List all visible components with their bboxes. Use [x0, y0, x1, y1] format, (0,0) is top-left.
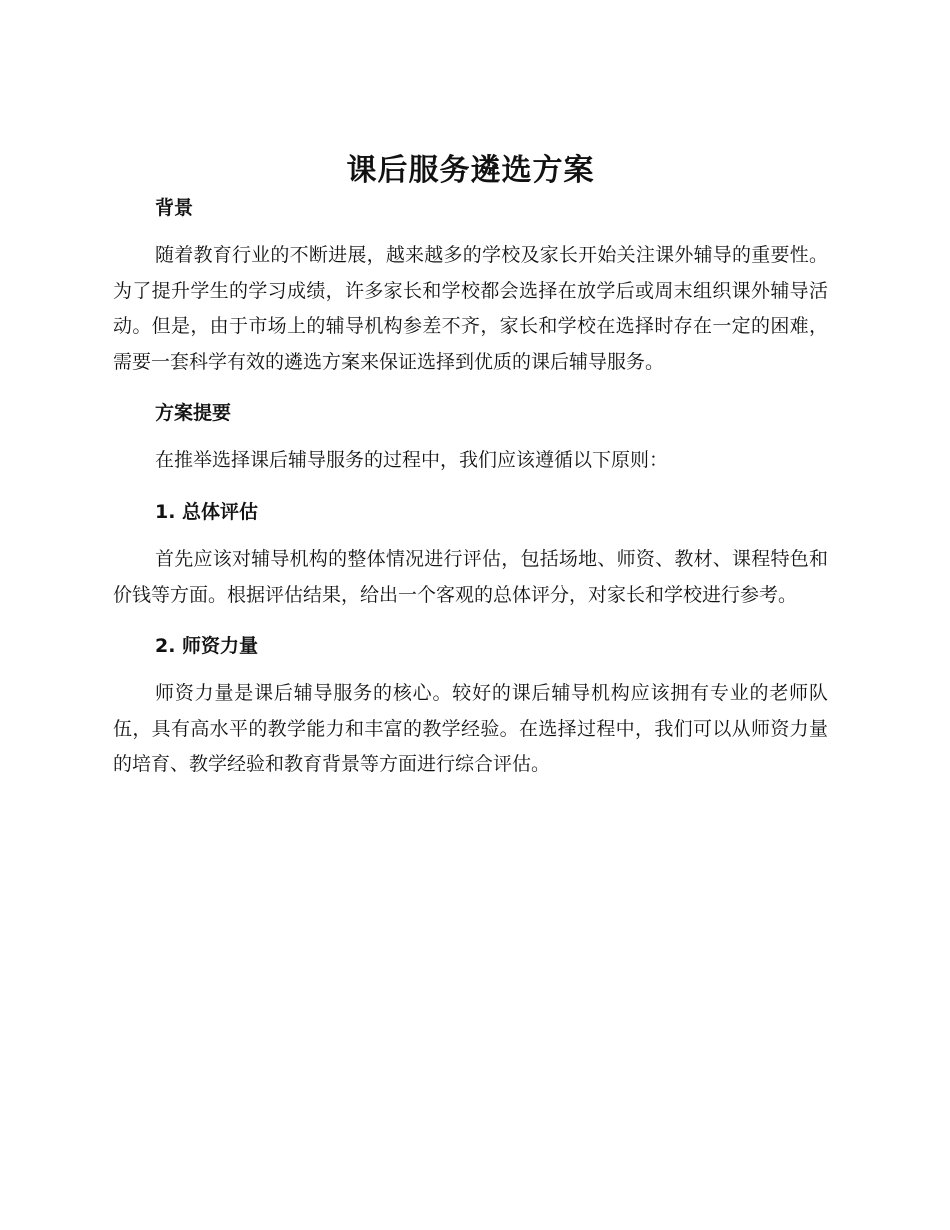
paragraph-teaching-staff: 师资力量是课后辅导服务的核心。较好的课后辅导机构应该拥有专业的老师队伍，具有高水平的教学能力和丰富的教学经验。在选择过程中，我们可以从师资力量的培育、教学经验和教育背景等方面进行综合评估。 [113, 682, 828, 776]
document-title: 课后服务遴选方案 [346, 153, 595, 188]
section-heading-teaching-staff: 2. 师资力量 [155, 635, 259, 658]
paragraph-overall-assessment: 首先应该对辅导机构的整体情况进行评估，包括场地、师资、教材、课程特色和价钱等方面。根据评估结果，给出一个客观的总体评分，对家长和学校进行参考。 [113, 547, 828, 606]
paragraph-background: 随着教育行业的不断进展，越来越多的学校及家长开始关注课外辅导的重要性。为了提升学生的学习成绩，许多家长和学校都会选择在放学后或周末组织课外辅导活动。但是，由于市场上的辅导机构参差不齐，家长和学校在选择时存在一定的困难，需要一套科学有效的遴选方案来保证选择到优质的课后辅导服务。 [113, 244, 828, 373]
document-body [113, 150, 828, 783]
section-heading-background: 背景 [155, 197, 194, 219]
paragraph-summary: 在推举选择课后辅导服务的过程中，我们应该遵循以下原则： [155, 449, 669, 472]
section-heading-summary: 方案提要 [155, 402, 232, 425]
section-heading-overall-assessment: 1. 总体评估 [155, 500, 259, 523]
